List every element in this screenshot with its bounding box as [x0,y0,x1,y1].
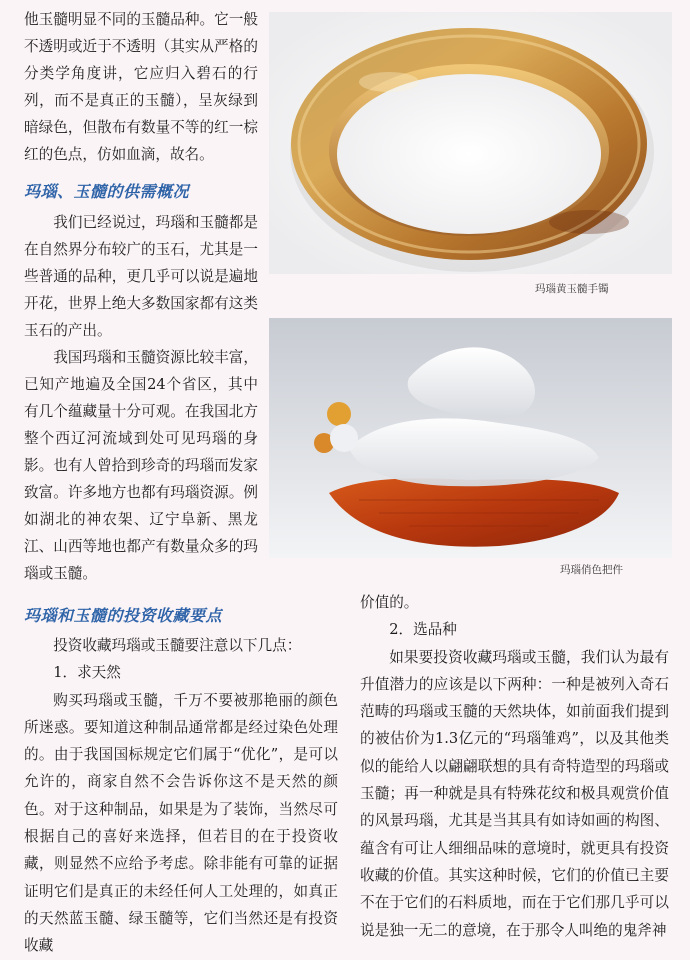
carving-photo [269,318,672,558]
left-column [24,6,258,587]
bangle-caption: 玛瑙黄玉髓手镯 [535,283,609,295]
supply-paragraph-2: 我国玛瑙和玉髓资源比较丰富，已知产地遍及全国24个省区，其中有几个蕴藏量十分可观。在我国北方整个西辽河流域到处可见玛瑙的身影。也有人曾拾到珍奇的玛瑙而发家致富。许多地方也都有玛瑙资源。例如湖北的神农架、辽宁阜新、黑龙江、山西等地也都产有数量众多的玛瑙或玉髓。 [24,349,258,582]
investment-right-column [360,589,669,944]
point1-text: 购买玛瑙或玉髓，千万不要被那艳丽的颜色所迷惑。要知道这种制品通常都是经过染色处理的。由于我国国标规定它们属于“优化”，是可以允许的，商家自然不会告诉你这不是天然的颜色。对于这种制品，如果是为了装饰，当然尽可根据自己的喜好来选择，但若目的在于投资收藏，则显然不应给予考虑。除非能有可靠的证据证明它们是真正的未经任何人工处理的，如真正的天然蓝玉髓、绿玉髓等，它们当然还是有投资收藏 [24,691,338,955]
investment-intro: 投资收藏玛瑙或玉髓要注意以下几点： [53,637,302,654]
intro-paragraph: 他玉髓明显不同的玉髓品种。它一般不透明或近于不透明（其实从严格的分类学角度讲，它应归入碧石的行列，而不是真正的玉髓），呈灰绿到暗绿色，但散布有数量不等的红一棕红的色点，仿如血滴，故名。 [24,11,258,163]
point1-continuation: 价值的。 [360,594,419,611]
bangle-photo [269,12,672,274]
point2-title: 2．选品种 [389,621,457,639]
carving-image [269,318,672,558]
section-heading-investment: 玛瑙和玉髓的投资收藏要点 [24,606,223,625]
bangle-image [269,12,672,274]
carving-caption: 玛瑙俏色把件 [560,564,623,576]
point2-text: 如果要投资收藏玛瑙或玉髓，我们认为最有升值潜力的应该是以下两种：一种是被列入奇石范畴的玛瑙或玉髓的天然块体，如前面我们提到的被估价为1.3亿元的“玛瑙雏鸡”，以及其他类似的能给人以翩翩联想的具有奇特造型的玛瑙或玉髓；再一种就是具有特殊花纹和极具观赏价值的风景玛瑙，尤其是当其具有如诗如画的构图、蕴含有可让人细细品味的意境时，就更具有投资收藏的价值。其实这种时候，它们的价值已主要不在于它们的石料质地，而在于它们那几乎可以说是独一无二的意境，在于那令人叫绝的鬼斧神 [360,648,669,939]
point1-title: 1．求天然 [53,664,121,682]
supply-paragraph-1: 我们已经说过，玛瑙和玉髓都是在自然界分布较广的玉石，尤其是一些普通的品种，更几乎可以说是遍地开花，世界上绝大多数国家都有这类玉石的产出。 [24,214,258,339]
section-heading-supply: 玛瑙、玉髓的供需概况 [24,182,190,201]
investment-left-column [24,632,338,960]
